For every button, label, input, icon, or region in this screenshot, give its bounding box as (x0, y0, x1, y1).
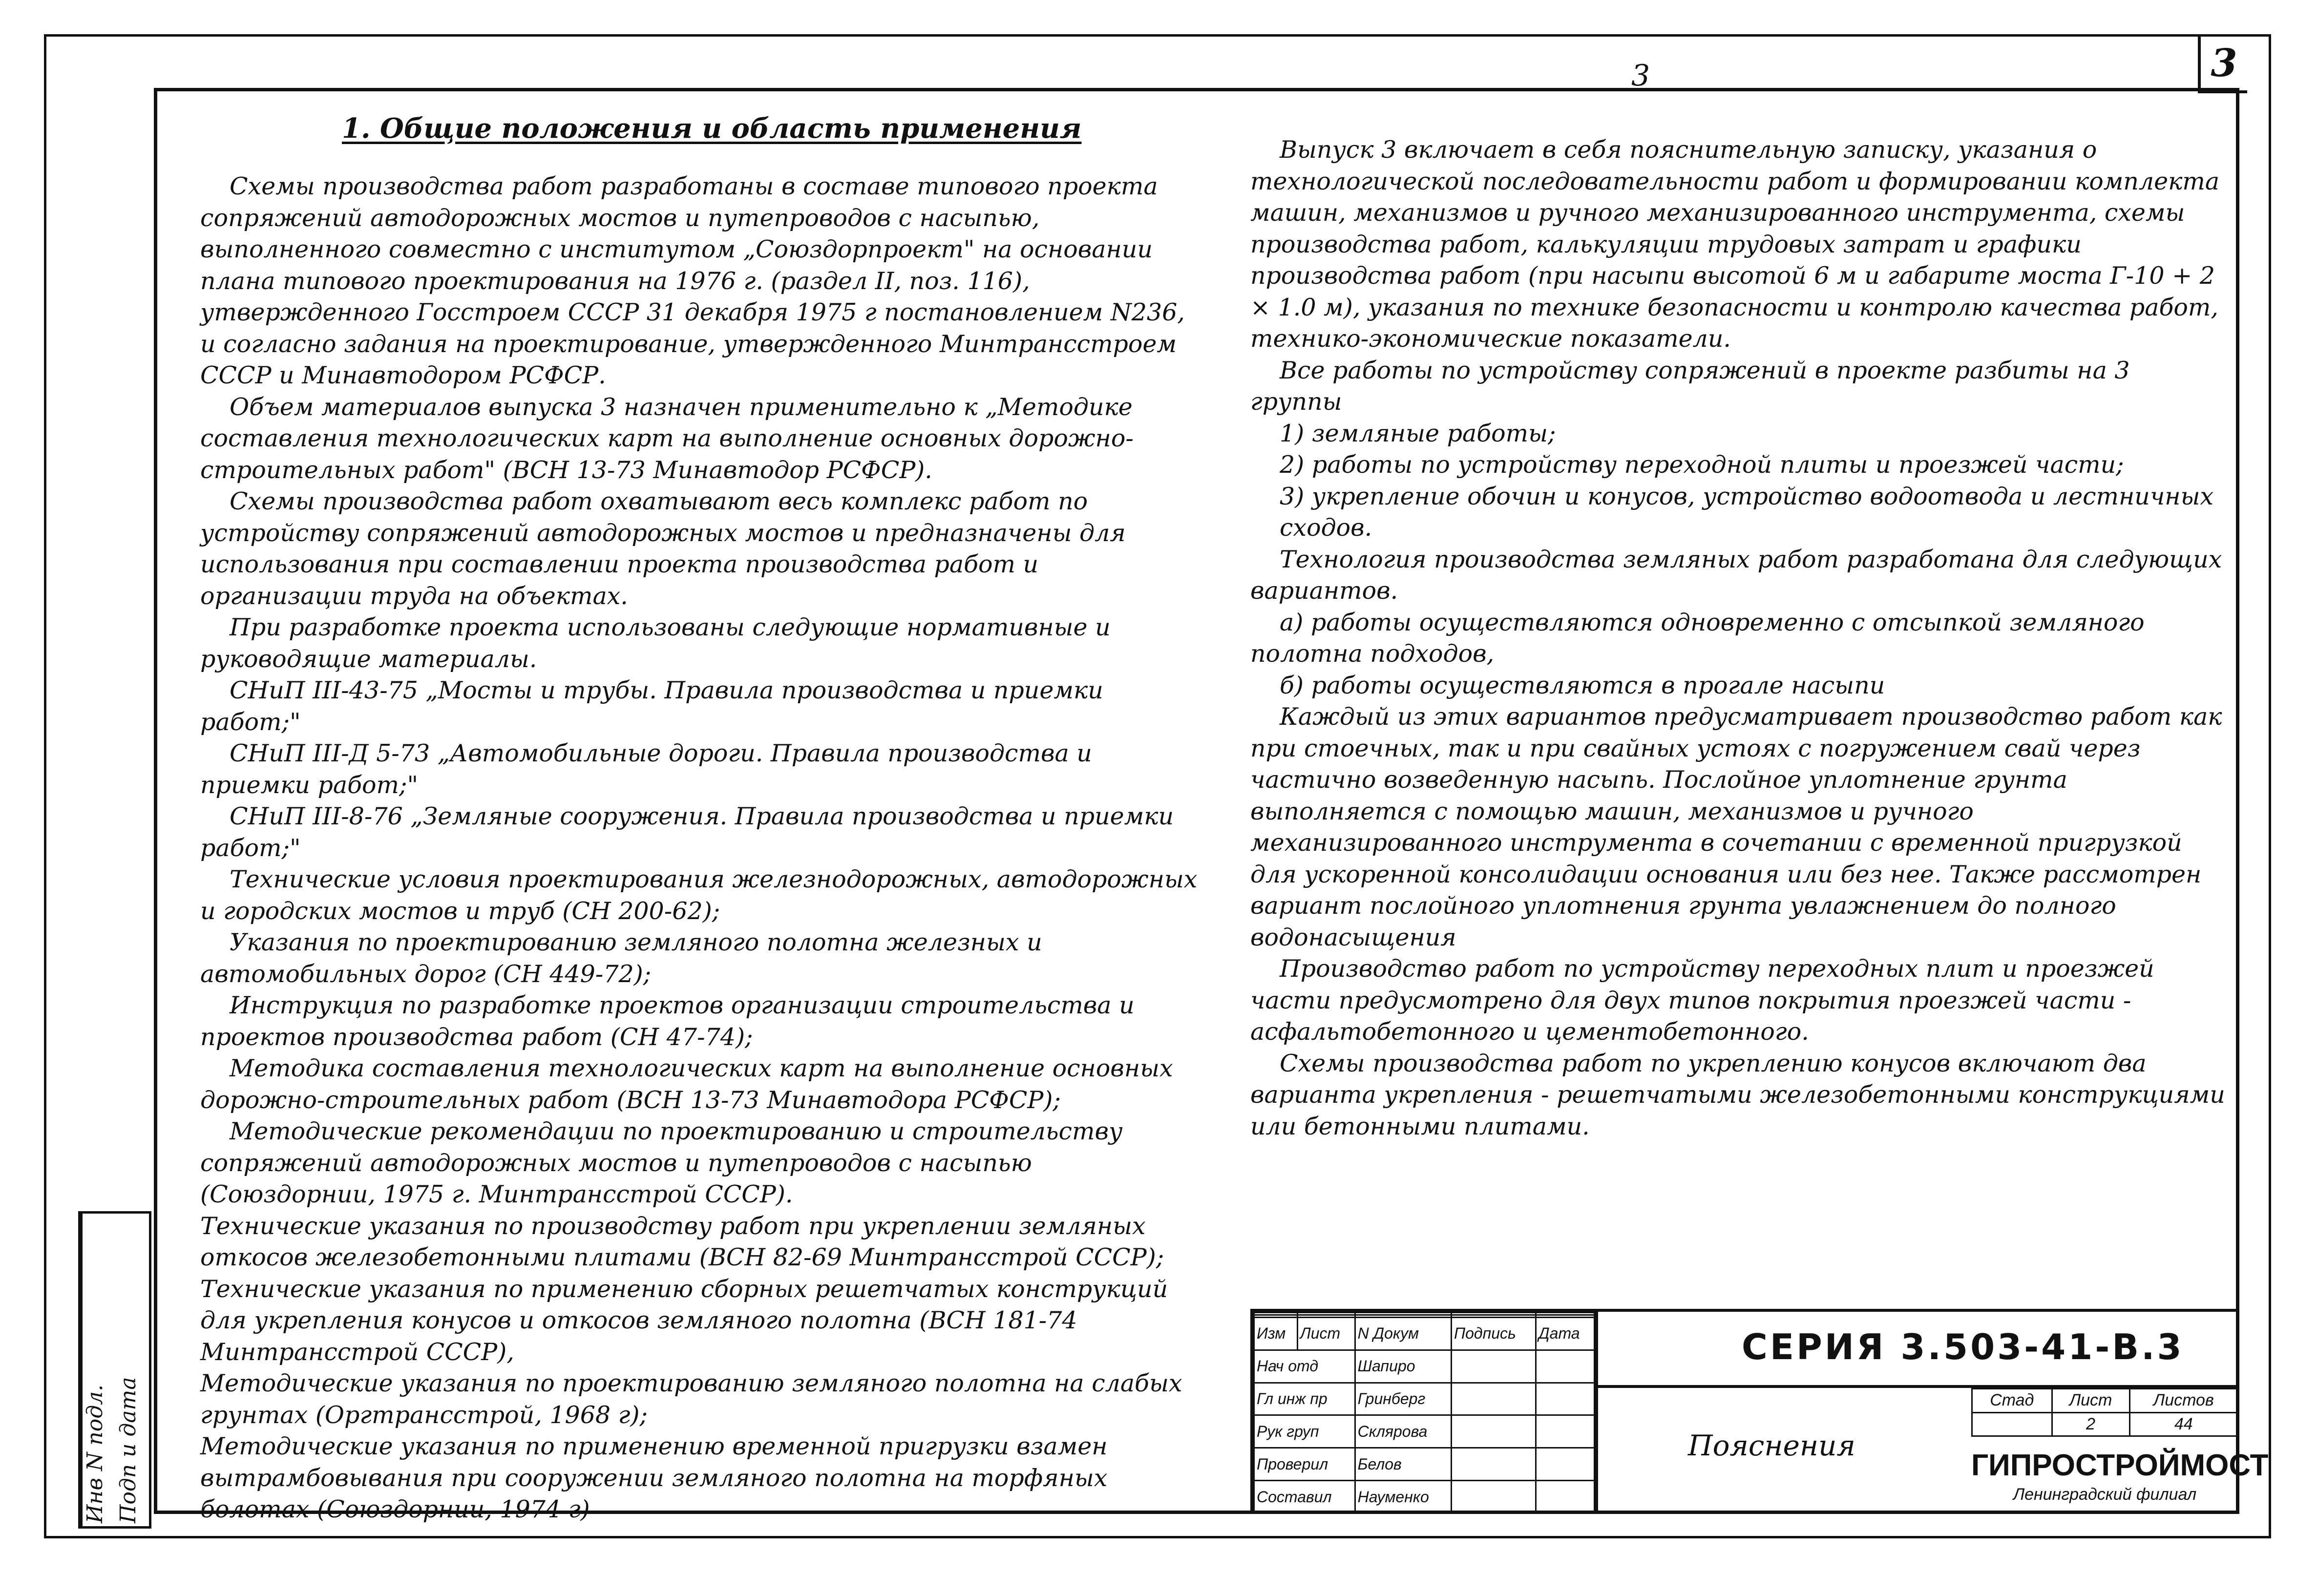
stamp-sign: Подп и дата (116, 1377, 141, 1523)
name-cell: Науменко (1355, 1481, 1451, 1513)
value-cell: 2 (2052, 1412, 2129, 1436)
table-row (1972, 1412, 2238, 1436)
signature-cell (1451, 1350, 1536, 1383)
table-row (1254, 1448, 1595, 1481)
paragraph: При разработке проекта использованы следующие нормативные и руководящие материалы. (200, 613, 1111, 673)
table-row (1254, 1383, 1595, 1415)
table-row (1254, 1415, 1595, 1448)
paragraph: 3) укрепление обочин и конусов, устройство водоотвода и лестничных сходов. (1280, 482, 2214, 542)
header-cell: Стад (1972, 1389, 2052, 1413)
revision-table (1253, 1312, 1595, 1514)
paragraph: СНиП III-Д 5-73 „Автомобильные дороги. Правила производства и приемки работ;" (200, 739, 1092, 799)
signature-cell (1451, 1448, 1536, 1481)
sheet-table (1971, 1388, 2238, 1437)
table-row (1254, 1350, 1595, 1383)
signature-cell (1451, 1415, 1536, 1448)
title-block (1250, 1309, 2269, 1514)
paragraph: Схемы производства работ разработаны в составе типового проекта сопряжений автодорожных мостов и путепроводов с насыпью, выполненного совместно с институтом „Союздорпроект" на основании плана типового проектирования на 1976 г. (раздел II, поз. 116), утвержденного Госстроем СССР 31 декабря 1975 г постановлением N236, и согласно задания на проектирование, утвержденного Минтрансстроем СССР и Минавтодором РСФСР. (200, 172, 1185, 389)
role-cell: Нач отд (1254, 1350, 1355, 1383)
left-column (200, 171, 1201, 1526)
paragraph: Каждый из этих вариантов предусматривает производство работ как при стоечных, так и при свайных устоях с погружением свай через частично возведенную насыпь. Послойное уплотнение грунта выполняется с помощью машин, механизмов и ручного механизированного инструмента в сочетании с временной пригрузкой для ускоренной консолидации основания или без нее. Также рассмотрен вариант послойного уплотнения грунта увлажнением до полного водонасыщения (1250, 703, 2222, 951)
paragraph: Выпуск 3 включает в себя пояснительную записку, указания о технологической последовательности работ и формировании комплекта машин, механизмов и ручного механизированного инструмента, схемы производства работ, калькуляции трудовых затрат и графики производства работ (при насыпи высотой 6 м и габарите моста Г-10 + 2 × 1.0 м), указания по технике безопасности и контролю качества работ, технико-экономические показатели. (1250, 136, 2220, 353)
role-cell: Гл инж пр (1254, 1383, 1355, 1415)
paragraph: Методические указания по проектированию земляного полотна на слабых грунтах (Оргтрансстрой, 1968 г); (200, 1369, 1182, 1429)
role-cell: Рук груп (1254, 1415, 1355, 1448)
paragraph: Указания по проектированию земляного полотна железных и автомобильных дорог (СН 449-72); (200, 928, 1042, 988)
table-row (1254, 1481, 1595, 1513)
paragraph: Инструкция по разработке проектов организации строительства и проектов производства работ (СН 47-74); (200, 991, 1135, 1051)
header-cell: Подпись (1451, 1318, 1536, 1350)
stamp-inv: Инв N подл. (81, 1214, 116, 1526)
paragraph: Схемы производства работ по укреплению конусов включают два варианта укрепления - решетчатыми железобетонными конструкциями или бетонными плитами. (1250, 1049, 2225, 1140)
paragraph: Объем материалов выпуска 3 назначен применительно к „Методике составления технологических карт на выполнение основных дорожно-строительных работ" (ВСН 13-73 Минавтодор РСФСР). (200, 393, 1134, 484)
paragraph: а) работы осуществляются одновременно с отсыпкой земляного полотна подходов, (1250, 608, 2145, 668)
role-cell: Проверил (1254, 1448, 1355, 1481)
paragraph: Технология производства земляных работ разработана для следующих вариантов. (1250, 545, 2222, 605)
divider (1595, 1312, 1598, 1514)
paragraph: Технические указания по применению сборных решетчатых конструкций для укрепления конусов и откосов земляного полотна (ВСН 181-74 Минтрансстрой СССР), (200, 1275, 1168, 1366)
header-cell: Лист (2052, 1389, 2129, 1413)
header-cell: Дата (1536, 1318, 1595, 1350)
top-mark: 3 (1631, 59, 1650, 93)
document-title: Пояснения (1688, 1429, 1855, 1462)
header-cell: Листов (2129, 1389, 2237, 1413)
name-cell: Белов (1355, 1448, 1451, 1481)
margin-stamp (78, 1211, 151, 1529)
paragraph: Схемы производства работ охватывают весь комплекс работ по устройству сопряжений автодорожных мостов и предназначены для использования при составлении проекта производства работ и организации труда на объектах. (200, 487, 1126, 610)
paragraph: СНиП III-43-75 „Мосты и трубы. Правила производства и приемки работ;" (200, 676, 1103, 736)
page-number: 3 (2198, 37, 2247, 93)
header-cell: Лист (1297, 1318, 1355, 1350)
signature-cell (1451, 1481, 1536, 1513)
paragraph: б) работы осуществляются в прогале насыпи (1280, 671, 1885, 699)
header-cell: N Докум (1355, 1318, 1451, 1350)
name-cell: Гринберг (1355, 1383, 1451, 1415)
name-cell: Шапиро (1355, 1350, 1451, 1383)
signature-cell (1451, 1383, 1536, 1415)
paragraph: 2) работы по устройству переходной плиты и проезжей части; (1280, 451, 2124, 479)
paragraph: 1) земляные работы; (1280, 419, 1556, 447)
value-cell: 44 (2129, 1412, 2237, 1436)
paragraph: Все работы по устройству сопряжений в проекте разбиты на 3 группы (1250, 356, 2130, 416)
role-cell: Составил (1254, 1481, 1355, 1513)
paragraph: Методические указания по применению временной пригрузки взамен вытрамбовывания при сооружении земляного полотна на торфяных болотах (Союздорнии, 1974 г) (200, 1432, 1108, 1523)
series-code: СЕРИЯ 3.503-41-В.3 (1742, 1326, 2184, 1367)
header-cell: Изм (1254, 1318, 1298, 1350)
table-row (1254, 1318, 1595, 1350)
paragraph: Технические указания по производству работ при укреплении земляных откосов железобетонными плитами (ВСН 82-69 Минтрансстрой СССР); (200, 1212, 1164, 1271)
paragraph: Методические рекомендации по проектированию и строительству сопряжений автодорожных мостов и путепроводов с насыпью (Союздорнии, 1975 г. Минтрансстрой СССР). (200, 1117, 1123, 1208)
organization-name: ГИПРОСТРОЙМОСТ (1971, 1449, 2269, 1482)
paragraph: Технические условия проектирования железнодорожных, автодорожных и городских мостов и труб (СН 200-62); (200, 865, 1198, 925)
name-cell: Склярова (1355, 1415, 1451, 1448)
organization-branch: Ленинградский филиал (2013, 1485, 2197, 1504)
table-row (1972, 1389, 2238, 1413)
paragraph: Производство работ по устройству переходных плит и проезжей части предусмотрено для двух типов покрытия проезжей части - асфальтобетонного и цементобетонного. (1250, 955, 2154, 1046)
section-heading: 1. Общие положения и область применения (342, 112, 1082, 145)
right-column (1250, 134, 2227, 1142)
paragraph: Методика составления технологических карт на выполнение основных дорожно-строительных работ (ВСН 13-73 Минавтодора РСФСР); (200, 1054, 1173, 1114)
paragraph: СНиП III-8-76 „Земляные сооружения. Правила производства и приемки работ;" (200, 802, 1174, 862)
value-cell (1972, 1412, 2052, 1436)
